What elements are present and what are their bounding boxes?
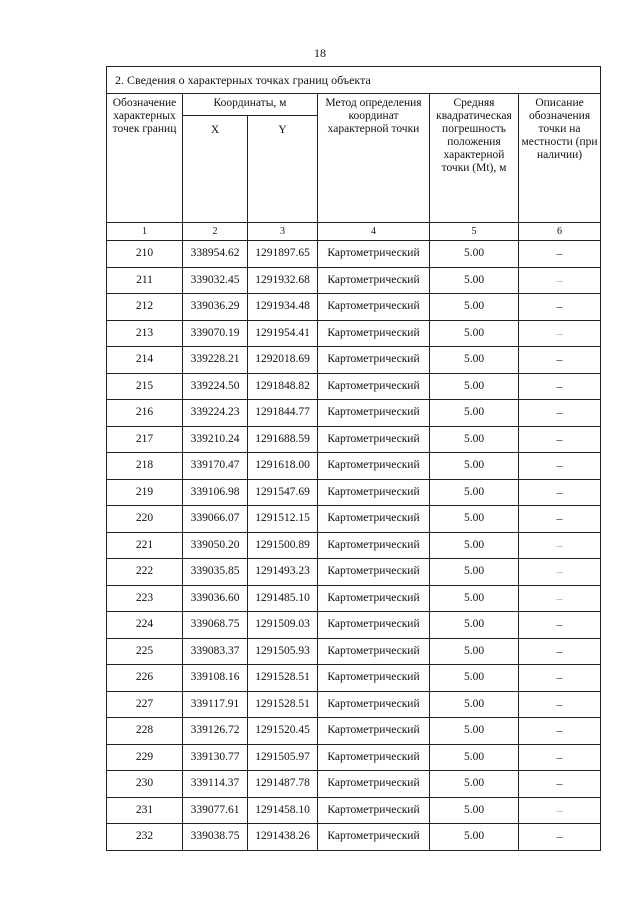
- mean-error-cell: 5.00: [430, 453, 519, 480]
- mean-error-cell: 5.00: [430, 532, 519, 559]
- y-coordinate-cell: 1291848.82: [248, 373, 318, 400]
- description-cell: –: [519, 585, 601, 612]
- point-id-cell: 213: [107, 320, 183, 347]
- x-coordinate-cell: 339083.37: [183, 638, 248, 665]
- page-number: 18: [314, 46, 326, 60]
- mean-error-cell: 5.00: [430, 691, 519, 718]
- description-cell: –: [519, 479, 601, 506]
- mean-error-cell: 5.00: [430, 718, 519, 745]
- point-id-cell: 219: [107, 479, 183, 506]
- description-cell: –: [519, 559, 601, 586]
- mean-error-cell: 5.00: [430, 559, 519, 586]
- description-cell: –: [519, 665, 601, 692]
- description-cell: –: [519, 320, 601, 347]
- method-cell: Картометрический: [318, 585, 430, 612]
- column-number: 4: [318, 223, 430, 241]
- mean-error-cell: 5.00: [430, 294, 519, 321]
- mean-error-cell: 5.00: [430, 373, 519, 400]
- description-cell: –: [519, 294, 601, 321]
- table-row: [107, 506, 601, 533]
- mean-error-cell: 5.00: [430, 744, 519, 771]
- y-coordinate-cell: 1291528.51: [248, 691, 318, 718]
- boundary-points-table: [106, 66, 601, 851]
- x-coordinate-cell: 339050.20: [183, 532, 248, 559]
- description-cell: –: [519, 453, 601, 480]
- method-cell: Картометрический: [318, 373, 430, 400]
- method-cell: Картометрический: [318, 506, 430, 533]
- mean-error-cell: 5.00: [430, 426, 519, 453]
- point-id-cell: 227: [107, 691, 183, 718]
- y-coordinate-cell: 1291688.59: [248, 426, 318, 453]
- x-coordinate-cell: 339224.23: [183, 400, 248, 427]
- mean-error-cell: 5.00: [430, 771, 519, 798]
- mean-error-cell: 5.00: [430, 479, 519, 506]
- table-row: [107, 665, 601, 692]
- description-cell: –: [519, 744, 601, 771]
- x-coordinate-cell: 339032.45: [183, 267, 248, 294]
- mean-error-cell: 5.00: [430, 241, 519, 268]
- point-id-cell: 230: [107, 771, 183, 798]
- y-coordinate-cell: 1291505.93: [248, 638, 318, 665]
- header-mean-error: Средняя квадратическая погрешность положения характерной точки (Mt), м: [430, 94, 519, 223]
- column-number-row: [107, 223, 601, 241]
- y-coordinate-cell: 1291485.10: [248, 585, 318, 612]
- column-number: 3: [248, 223, 318, 241]
- table-row: [107, 453, 601, 480]
- description-cell: –: [519, 771, 601, 798]
- mean-error-cell: 5.00: [430, 400, 519, 427]
- method-cell: Картометрический: [318, 320, 430, 347]
- mean-error-cell: 5.00: [430, 824, 519, 851]
- method-cell: Картометрический: [318, 638, 430, 665]
- point-id-cell: 223: [107, 585, 183, 612]
- y-coordinate-cell: 1291487.78: [248, 771, 318, 798]
- y-coordinate-cell: 1291844.77: [248, 400, 318, 427]
- x-coordinate-cell: 339114.37: [183, 771, 248, 798]
- description-cell: –: [519, 426, 601, 453]
- point-id-cell: 215: [107, 373, 183, 400]
- y-coordinate-cell: 1291438.26: [248, 824, 318, 851]
- y-coordinate-cell: 1291509.03: [248, 612, 318, 639]
- y-coordinate-cell: 1291934.48: [248, 294, 318, 321]
- method-cell: Картометрический: [318, 241, 430, 268]
- point-id-cell: 225: [107, 638, 183, 665]
- point-id-cell: 220: [107, 506, 183, 533]
- method-cell: Картометрический: [318, 294, 430, 321]
- point-id-cell: 216: [107, 400, 183, 427]
- description-cell: –: [519, 612, 601, 639]
- y-coordinate-cell: 1291897.65: [248, 241, 318, 268]
- table-row: [107, 824, 601, 851]
- table-row: [107, 718, 601, 745]
- method-cell: Картометрический: [318, 532, 430, 559]
- method-cell: Картометрический: [318, 665, 430, 692]
- x-coordinate-cell: 339126.72: [183, 718, 248, 745]
- point-id-cell: 210: [107, 241, 183, 268]
- description-cell: –: [519, 267, 601, 294]
- x-coordinate-cell: 339210.24: [183, 426, 248, 453]
- x-coordinate-cell: 339070.19: [183, 320, 248, 347]
- method-cell: Картометрический: [318, 453, 430, 480]
- point-id-cell: 226: [107, 665, 183, 692]
- x-coordinate-cell: 339035.85: [183, 559, 248, 586]
- x-coordinate-cell: 339036.29: [183, 294, 248, 321]
- y-coordinate-cell: 1292018.69: [248, 347, 318, 374]
- x-coordinate-cell: 338954.62: [183, 241, 248, 268]
- x-coordinate-cell: 339068.75: [183, 612, 248, 639]
- description-cell: –: [519, 691, 601, 718]
- mean-error-cell: 5.00: [430, 797, 519, 824]
- column-number: 1: [107, 223, 183, 241]
- point-id-cell: 222: [107, 559, 183, 586]
- header-x: X: [183, 116, 248, 223]
- section-title: 2. Сведения о характерных точках границ объекта: [107, 67, 601, 94]
- y-coordinate-cell: 1291512.15: [248, 506, 318, 533]
- point-id-cell: 218: [107, 453, 183, 480]
- table-row: [107, 426, 601, 453]
- table-row: [107, 347, 601, 374]
- y-coordinate-cell: 1291520.45: [248, 718, 318, 745]
- point-id-cell: 224: [107, 612, 183, 639]
- table-row: [107, 479, 601, 506]
- method-cell: Картометрический: [318, 479, 430, 506]
- description-cell: –: [519, 373, 601, 400]
- y-coordinate-cell: 1291500.89: [248, 532, 318, 559]
- method-cell: Картометрический: [318, 691, 430, 718]
- x-coordinate-cell: 339106.98: [183, 479, 248, 506]
- point-id-cell: 217: [107, 426, 183, 453]
- point-id-cell: 212: [107, 294, 183, 321]
- description-cell: –: [519, 347, 601, 374]
- x-coordinate-cell: 339228.21: [183, 347, 248, 374]
- y-coordinate-cell: 1291493.23: [248, 559, 318, 586]
- x-coordinate-cell: 339170.47: [183, 453, 248, 480]
- description-cell: –: [519, 797, 601, 824]
- mean-error-cell: 5.00: [430, 638, 519, 665]
- table-row: [107, 320, 601, 347]
- method-cell: Картометрический: [318, 797, 430, 824]
- table-row: [107, 241, 601, 268]
- point-id-cell: 214: [107, 347, 183, 374]
- point-id-cell: 229: [107, 744, 183, 771]
- table-row: [107, 267, 601, 294]
- header-description: Описание обозначения точки на местности (при наличии): [519, 94, 601, 223]
- x-coordinate-cell: 339224.50: [183, 373, 248, 400]
- method-cell: Картометрический: [318, 400, 430, 427]
- mean-error-cell: 5.00: [430, 320, 519, 347]
- y-coordinate-cell: 1291528.51: [248, 665, 318, 692]
- table-row: [107, 771, 601, 798]
- mean-error-cell: 5.00: [430, 585, 519, 612]
- header-y: Y: [248, 116, 318, 223]
- method-cell: Картометрический: [318, 426, 430, 453]
- table-row: [107, 797, 601, 824]
- x-coordinate-cell: 339036.60: [183, 585, 248, 612]
- method-cell: Картометрический: [318, 559, 430, 586]
- table-row: [107, 585, 601, 612]
- x-coordinate-cell: 339108.16: [183, 665, 248, 692]
- mean-error-cell: 5.00: [430, 267, 519, 294]
- mean-error-cell: 5.00: [430, 347, 519, 374]
- y-coordinate-cell: 1291505.97: [248, 744, 318, 771]
- method-cell: Картометрический: [318, 744, 430, 771]
- method-cell: Картометрический: [318, 718, 430, 745]
- y-coordinate-cell: 1291458.10: [248, 797, 318, 824]
- description-cell: –: [519, 532, 601, 559]
- x-coordinate-cell: 339130.77: [183, 744, 248, 771]
- method-cell: Картометрический: [318, 267, 430, 294]
- column-number: 2: [183, 223, 248, 241]
- table-row: [107, 559, 601, 586]
- point-id-cell: 221: [107, 532, 183, 559]
- description-cell: –: [519, 824, 601, 851]
- header-method: Метод определения координат характерной точки: [318, 94, 430, 223]
- description-cell: –: [519, 638, 601, 665]
- mean-error-cell: 5.00: [430, 665, 519, 692]
- description-cell: –: [519, 506, 601, 533]
- header-coordinates: Координаты, м: [183, 94, 318, 116]
- point-id-cell: 211: [107, 267, 183, 294]
- table-row: [107, 691, 601, 718]
- x-coordinate-cell: 339066.07: [183, 506, 248, 533]
- y-coordinate-cell: 1291547.69: [248, 479, 318, 506]
- y-coordinate-cell: 1291932.68: [248, 267, 318, 294]
- point-id-cell: 231: [107, 797, 183, 824]
- table-row: [107, 294, 601, 321]
- method-cell: Картометрический: [318, 612, 430, 639]
- x-coordinate-cell: 339038.75: [183, 824, 248, 851]
- table-row: [107, 744, 601, 771]
- mean-error-cell: 5.00: [430, 612, 519, 639]
- description-cell: –: [519, 400, 601, 427]
- table-row: [107, 400, 601, 427]
- description-cell: –: [519, 241, 601, 268]
- x-coordinate-cell: 339117.91: [183, 691, 248, 718]
- method-cell: Картометрический: [318, 771, 430, 798]
- column-number: 6: [519, 223, 601, 241]
- x-coordinate-cell: 339077.61: [183, 797, 248, 824]
- table-row: [107, 638, 601, 665]
- table-row: [107, 612, 601, 639]
- method-cell: Картометрический: [318, 347, 430, 374]
- y-coordinate-cell: 1291618.00: [248, 453, 318, 480]
- method-cell: Картометрический: [318, 824, 430, 851]
- mean-error-cell: 5.00: [430, 506, 519, 533]
- point-id-cell: 228: [107, 718, 183, 745]
- header-point-designation: Обозначение характерных точек границ: [107, 94, 183, 223]
- table-row: [107, 532, 601, 559]
- description-cell: –: [519, 718, 601, 745]
- column-number: 5: [430, 223, 519, 241]
- point-id-cell: 232: [107, 824, 183, 851]
- table-row: [107, 373, 601, 400]
- y-coordinate-cell: 1291954.41: [248, 320, 318, 347]
